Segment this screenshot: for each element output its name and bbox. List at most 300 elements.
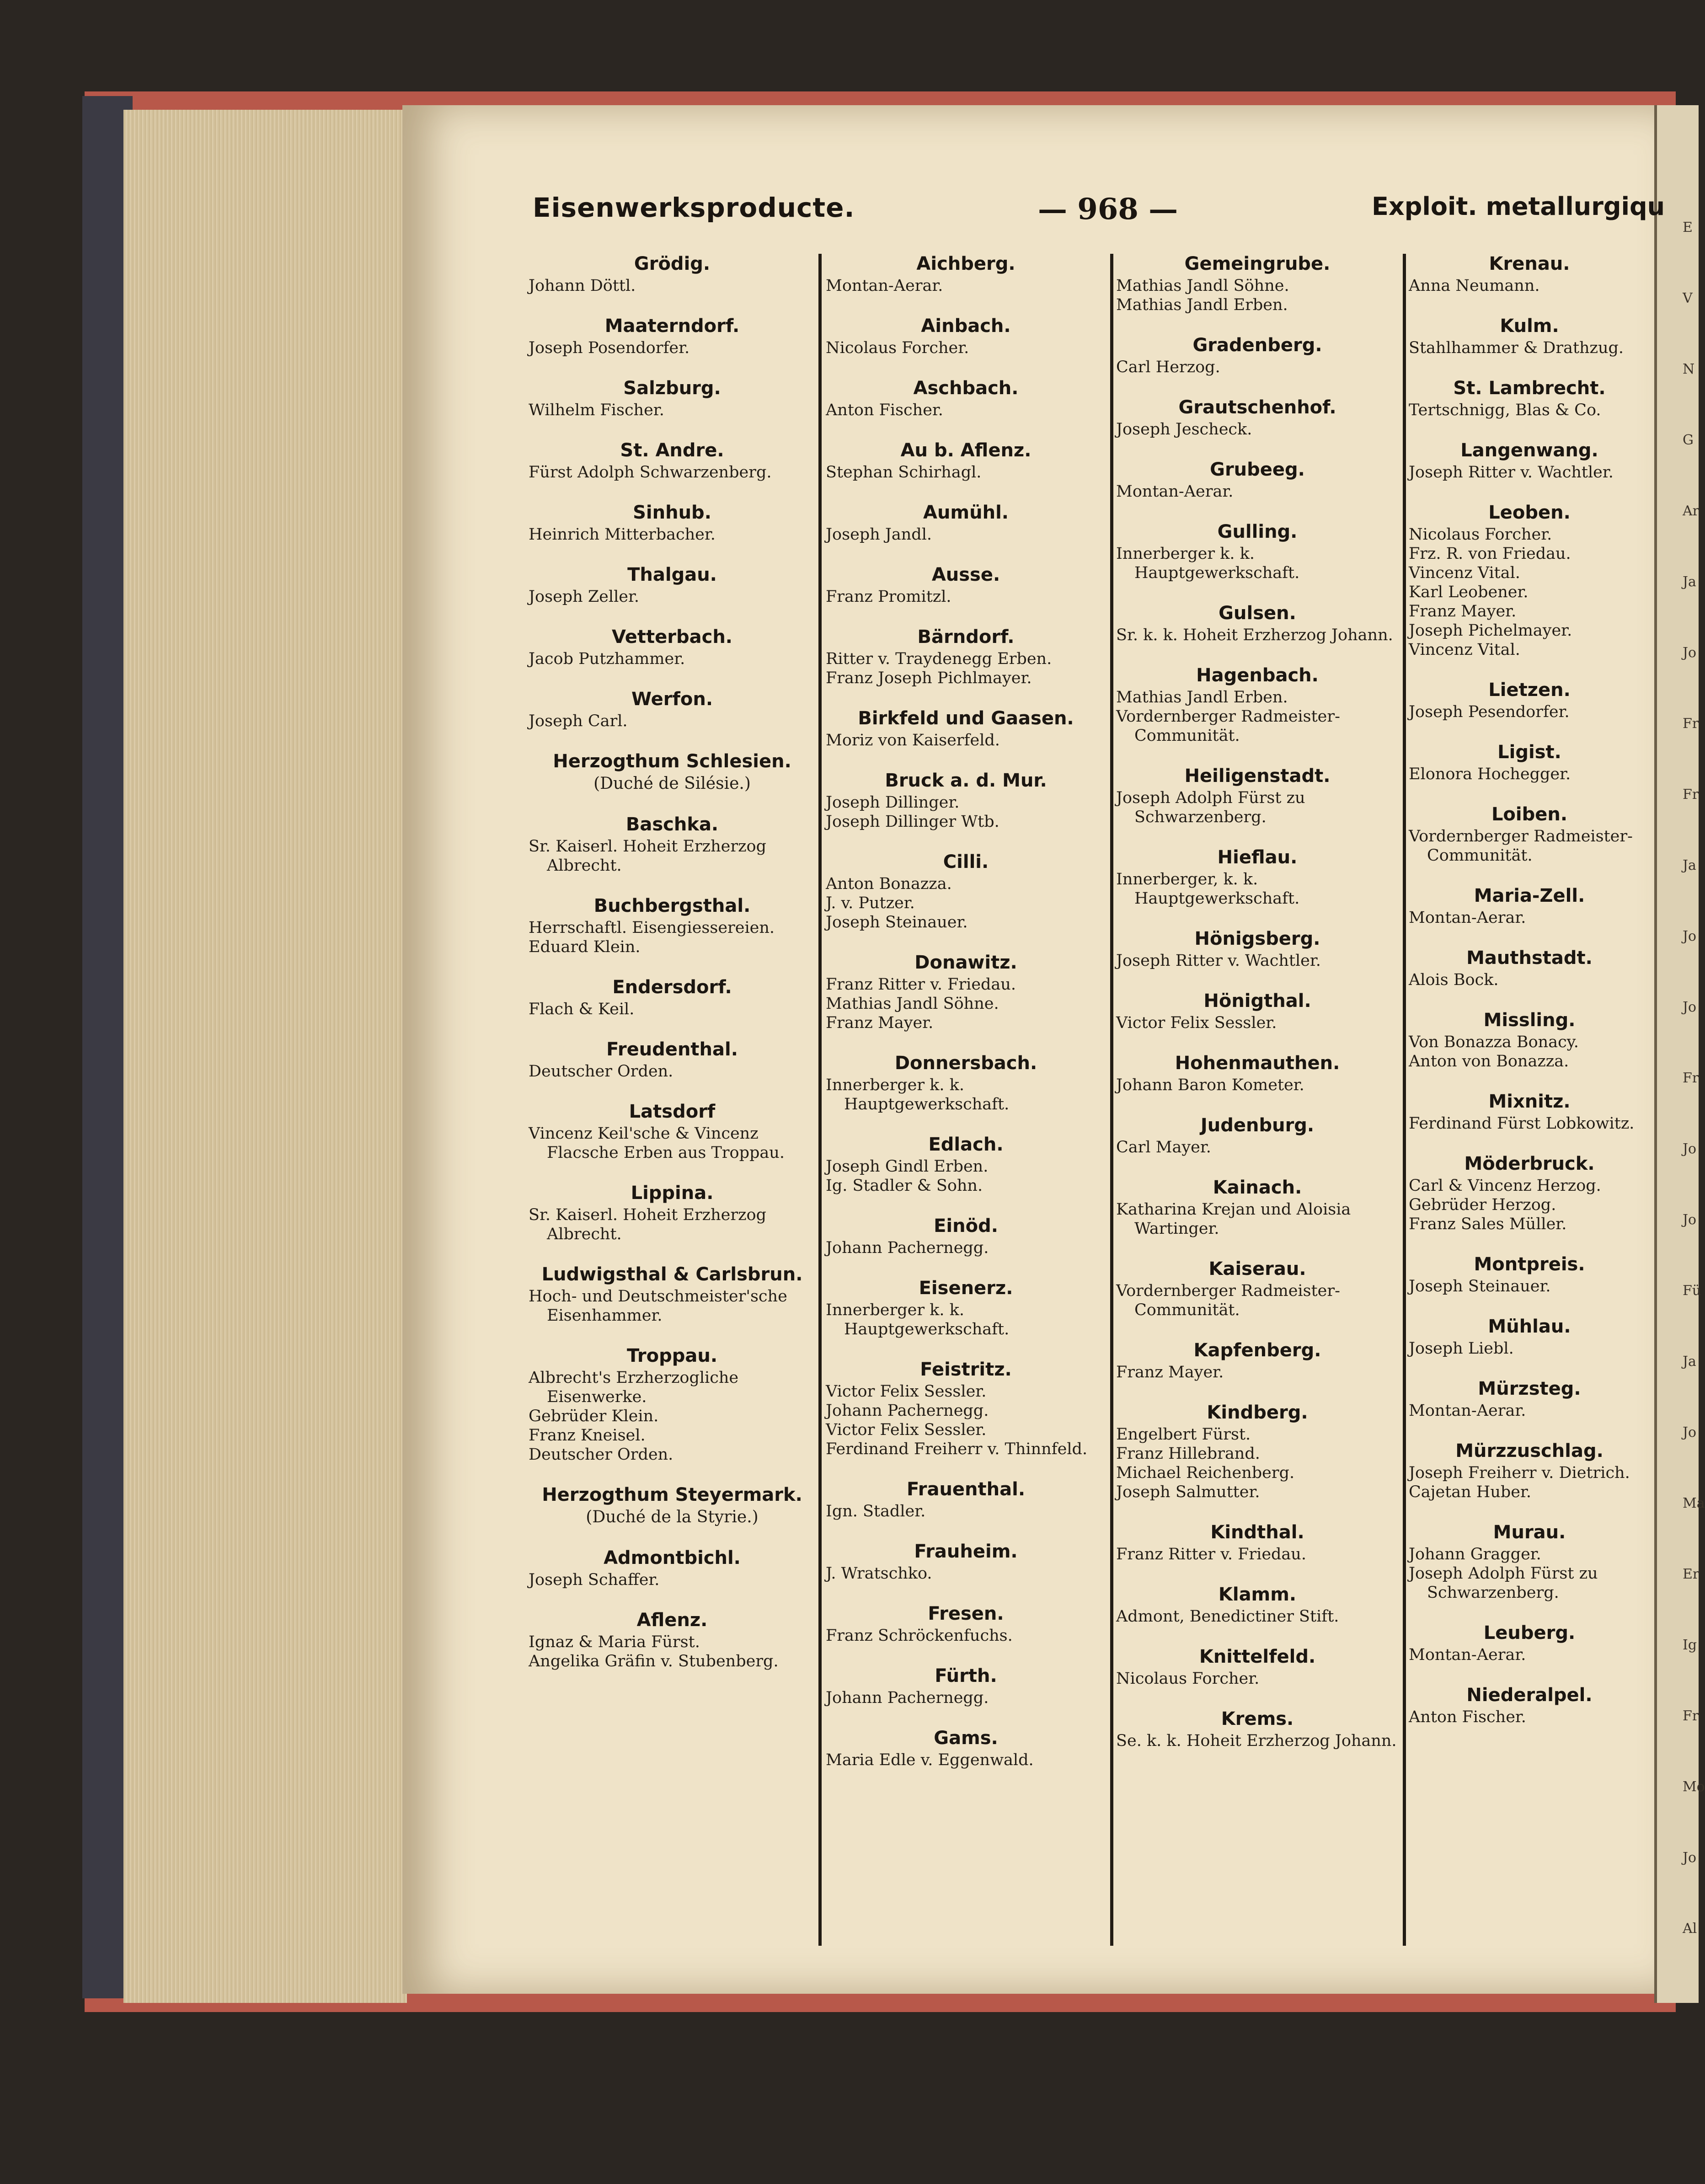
directory-entry xyxy=(1406,1252,1653,1296)
proprietor-name: Innerberger k. k. Hauptgewerkschaft. xyxy=(826,1301,1010,1338)
next-page-letter: Jo xyxy=(1683,999,1697,1015)
place-name: Edlach. xyxy=(928,1134,1004,1155)
directory-entry xyxy=(823,625,1109,688)
proprietor-name: Cajetan Huber. xyxy=(1409,1483,1532,1501)
proprietor-name: Herrschaftl. Eisengiessereien. xyxy=(529,919,775,937)
running-header-left: Eisenwerksproducte. xyxy=(533,192,855,223)
place-name: Herzogthum Steyermark. xyxy=(542,1484,802,1505)
directory-entry xyxy=(526,252,818,295)
directory-entry xyxy=(1113,1400,1401,1502)
proprietor-name: Hoch- und Deutschmeister'sche Eisenhammer. xyxy=(529,1287,787,1325)
proprietor-name: Victor Felix Sessler. xyxy=(826,1421,987,1439)
directory-entry xyxy=(526,500,818,544)
proprietor-name: Alois Bock. xyxy=(1409,971,1499,989)
proprietor-name: Innerberger, k. k. Hauptgewerkschaft. xyxy=(1116,870,1300,908)
proprietor-name: Joseph Carl. xyxy=(529,712,628,730)
proprietor-name: Nicolaus Forcher. xyxy=(826,339,969,357)
place-name: Heiligenstadt. xyxy=(1184,765,1331,787)
directory-entry xyxy=(823,438,1109,482)
proprietor-name: Joseph Ritter v. Wachtler. xyxy=(1409,463,1614,482)
proprietor-name: Engelbert Fürst. xyxy=(1116,1425,1251,1444)
next-page-letter: Jo xyxy=(1683,1850,1697,1866)
place-name: Maria-Zell. xyxy=(1474,885,1585,906)
directory-entry xyxy=(823,562,1109,606)
proprietor-name: Gebrüder Klein. xyxy=(529,1407,659,1425)
place-name: Lietzen. xyxy=(1488,680,1571,701)
proprietor-name: Deutscher Orden. xyxy=(529,1445,673,1464)
proprietor-name: Ritter v. Traydenegg Erben. xyxy=(826,650,1052,668)
directory-entry xyxy=(526,562,818,606)
directory-entry xyxy=(1113,252,1401,315)
directory-entry xyxy=(526,975,818,1019)
proprietor-name: Joseph Pichelmayer. xyxy=(1409,621,1572,640)
directory-entry xyxy=(1406,883,1653,927)
directory-entry xyxy=(823,1214,1109,1258)
place-name: Baschka. xyxy=(625,814,719,835)
proprietor-name: Franz Hillebrand. xyxy=(1116,1445,1260,1463)
directory-entry xyxy=(1113,457,1401,501)
place-name: Admontbichl. xyxy=(604,1547,741,1568)
place-name: Leoben. xyxy=(1488,502,1571,523)
proprietor-name: Joseph Steinauer. xyxy=(1409,1277,1551,1295)
page-edges xyxy=(123,110,407,2003)
place-name: Grödig. xyxy=(634,253,711,274)
proprietor-name: Franz Ritter v. Friedau. xyxy=(1116,1545,1306,1563)
next-page-letter: Fr xyxy=(1683,1070,1699,1086)
proprietor-name: Victor Felix Sessler. xyxy=(826,1382,987,1401)
directory-entry xyxy=(823,252,1109,295)
proprietor-name: Ign. Stadler. xyxy=(826,1502,926,1520)
directory-entry xyxy=(1406,1089,1653,1133)
next-page-letter: Ig xyxy=(1683,1637,1697,1653)
place-name: Lippina. xyxy=(631,1183,714,1204)
next-page-letter: Ma xyxy=(1683,1495,1705,1511)
place-name: Aschbach. xyxy=(913,378,1019,399)
next-page-letter: Ja xyxy=(1683,1354,1696,1370)
directory-entry xyxy=(823,950,1109,1033)
place-name: Möderbruck. xyxy=(1464,1153,1595,1174)
proprietor-name: Joseph Dillinger. xyxy=(826,793,960,812)
place-name: Eisenerz. xyxy=(919,1278,1013,1299)
next-page-letter: Mo xyxy=(1683,1779,1705,1795)
place-name: Cilli. xyxy=(943,851,989,873)
proprietor-name: Joseph Schaffer. xyxy=(529,1571,660,1589)
directory-entry xyxy=(1406,1151,1653,1234)
directory-entry xyxy=(823,1357,1109,1459)
proprietor-name: Vincenz Vital. xyxy=(1409,641,1520,659)
next-page-letter: Jo xyxy=(1683,928,1697,944)
place-name: Endersdorf. xyxy=(612,977,732,998)
place-name: Herzogthum Schlesien. xyxy=(553,751,791,772)
directory-entry xyxy=(526,1037,818,1081)
proprietor-name: Ignaz & Maria Fürst. xyxy=(529,1633,700,1651)
next-page-letter: Ar xyxy=(1683,503,1700,519)
directory-column-4 xyxy=(1406,252,1653,1953)
directory-entry xyxy=(823,314,1109,358)
place-name: Mixnitz. xyxy=(1488,1091,1571,1112)
place-name: Fürth. xyxy=(935,1665,997,1686)
directory-entry xyxy=(1406,1008,1653,1071)
directory-entry xyxy=(1113,1051,1401,1095)
place-name: Aumühl. xyxy=(923,502,1009,523)
proprietor-name: Montan-Aerar. xyxy=(1409,909,1526,927)
directory-entry xyxy=(1406,1520,1653,1602)
place-name: Ausse. xyxy=(931,564,1000,585)
place-name: Hieflau. xyxy=(1217,847,1298,868)
place-name: Einöd. xyxy=(934,1215,998,1237)
directory-entry xyxy=(526,1483,818,1527)
proprietor-name: Karl Leobener. xyxy=(1409,583,1529,601)
directory-entry xyxy=(526,749,818,794)
proprietor-name: Stephan Schirhagl. xyxy=(826,463,982,482)
place-name: Hohenmauthen. xyxy=(1175,1053,1340,1074)
directory-entry xyxy=(1113,1113,1401,1157)
directory-entry xyxy=(526,1262,818,1325)
proprietor-name: Vordernberger Radmeister-Communität. xyxy=(1409,827,1633,865)
column-rule xyxy=(1403,254,1406,1946)
place-name: Bärndorf. xyxy=(917,626,1015,648)
place-name: Krems. xyxy=(1221,1708,1294,1729)
column-rule xyxy=(1110,254,1113,1946)
directory-entry xyxy=(526,314,818,358)
place-name: Krenau. xyxy=(1489,253,1570,274)
directory-entry xyxy=(526,1608,818,1671)
proprietor-name: Vordernberger Radmeister-Communität. xyxy=(1116,707,1340,745)
proprietor-name: Franz Ritter v. Friedau. xyxy=(826,975,1016,994)
directory-entry xyxy=(1406,1439,1653,1502)
place-name: Judenburg. xyxy=(1200,1115,1315,1136)
directory-entry xyxy=(1113,663,1401,745)
place-subtitle: (Duché de Silésie.) xyxy=(593,774,751,793)
directory-entry xyxy=(823,500,1109,544)
place-name: Ludwigsthal & Carlsbrun. xyxy=(541,1264,803,1285)
proprietor-name: Moriz von Kaiserfeld. xyxy=(826,731,1000,749)
proprietor-name: Deutscher Orden. xyxy=(529,1062,673,1081)
place-name: Frauheim. xyxy=(914,1541,1018,1562)
proprietor-name: Mathias Jandl Söhne. xyxy=(826,995,999,1013)
place-name: St. Lambrecht. xyxy=(1453,378,1606,399)
directory-entry xyxy=(1113,519,1401,583)
page-number: — 968 — xyxy=(1038,192,1178,226)
directory-entry xyxy=(1113,1520,1401,1564)
proprietor-name: Mathias Jandl Erben. xyxy=(1116,688,1288,707)
proprietor-name: Gebrüder Herzog. xyxy=(1409,1196,1556,1214)
directory-column-3 xyxy=(1113,252,1401,1953)
running-header-right: Exploit. metallurgiqu xyxy=(1372,192,1665,221)
proprietor-name: Maria Edle v. Eggenwald. xyxy=(826,1751,1034,1769)
proprietor-name: Joseph Adolph Fürst zu Schwarzenberg. xyxy=(1409,1564,1598,1602)
proprietor-name: Montan-Aerar. xyxy=(826,277,943,295)
proprietor-name: Fürst Adolph Schwarzenberg. xyxy=(529,463,772,482)
place-name: Ligist. xyxy=(1497,742,1561,763)
directory-entry xyxy=(526,376,818,420)
directory-entry xyxy=(1113,1257,1401,1320)
next-page-letter: Jo xyxy=(1683,1141,1697,1157)
proprietor-name: Ferdinand Freiherr v. Thinnfeld. xyxy=(826,1440,1088,1458)
proprietor-name: J. v. Putzer. xyxy=(826,894,915,912)
proprietor-name: Franz Mayer. xyxy=(826,1014,934,1032)
place-name: Hagenbach. xyxy=(1196,665,1319,686)
place-name: Mauthstadt. xyxy=(1466,947,1593,969)
directory-entry xyxy=(823,1601,1109,1645)
directory-entry xyxy=(1406,946,1653,990)
proprietor-name: Michael Reichenberg. xyxy=(1116,1464,1295,1482)
proprietor-name: Se. k. k. Hoheit Erzherzog Johann. xyxy=(1116,1732,1397,1750)
directory-entry xyxy=(1406,1683,1653,1727)
place-name: Klamm. xyxy=(1218,1584,1297,1605)
proprietor-name: Franz Promitzl. xyxy=(826,588,951,606)
place-name: Gemeingrube. xyxy=(1184,253,1331,274)
place-name: Langenwang. xyxy=(1460,440,1598,461)
next-page-letter: Fr xyxy=(1683,787,1699,803)
proprietor-name: Vordernberger Radmeister-Communität. xyxy=(1116,1282,1340,1319)
proprietor-name: Anna Neumann. xyxy=(1409,277,1540,295)
directory-entry xyxy=(1406,314,1653,358)
directory-entry xyxy=(1113,395,1401,439)
directory-entry xyxy=(1406,438,1653,482)
proprietor-name: Franz Mayer. xyxy=(1409,602,1517,621)
directory-entry xyxy=(823,850,1109,932)
proprietor-name: Elonora Hochegger. xyxy=(1409,765,1571,783)
place-name: Thalgau. xyxy=(627,564,717,585)
place-name: St. Andre. xyxy=(620,440,724,461)
proprietor-name: Katharina Krejan und Aloisia Wartinger. xyxy=(1116,1200,1351,1238)
directory-entry xyxy=(526,1099,818,1162)
proprietor-name: Johann Pachernegg. xyxy=(826,1239,989,1257)
directory-entry xyxy=(1113,1175,1401,1238)
next-page-letter: Ja xyxy=(1683,574,1696,590)
place-name: Au b. Aflenz. xyxy=(900,440,1032,461)
place-name: Aflenz. xyxy=(636,1610,708,1631)
proprietor-name: Franz Schröckenfuchs. xyxy=(826,1627,1013,1645)
proprietor-name: Nicolaus Forcher. xyxy=(1116,1670,1260,1688)
directory-entry xyxy=(1406,500,1653,659)
proprietor-name: Innerberger k. k. Hauptgewerkschaft. xyxy=(826,1076,1010,1113)
directory-entry xyxy=(1406,252,1653,295)
directory-entry xyxy=(1406,1314,1653,1358)
place-name: Freudenthal. xyxy=(606,1039,738,1060)
next-page-letter: G xyxy=(1683,432,1694,448)
proprietor-name: Joseph Ritter v. Wachtler. xyxy=(1116,952,1321,970)
proprietor-name: Franz Joseph Pichlmayer. xyxy=(826,669,1032,687)
proprietor-name: Carl & Vincenz Herzog. xyxy=(1409,1177,1601,1195)
proprietor-name: Anton Fischer. xyxy=(1409,1708,1526,1726)
proprietor-name: Frz. R. von Friedau. xyxy=(1409,545,1571,563)
place-name: Latsdorf xyxy=(629,1101,716,1122)
next-page-letter: Fr xyxy=(1683,716,1699,732)
next-page-letter: N xyxy=(1683,361,1695,377)
proprietor-name: Joseph Pesendorfer. xyxy=(1409,703,1570,721)
place-name: Mürzsteg. xyxy=(1478,1378,1581,1399)
place-name: Leuberg. xyxy=(1483,1622,1576,1643)
directory-entry xyxy=(1113,333,1401,377)
place-name: Sinhub. xyxy=(633,502,711,523)
proprietor-name: Montan-Aerar. xyxy=(1116,482,1234,501)
proprietor-name: Joseph Jescheck. xyxy=(1116,420,1252,439)
directory-entry xyxy=(526,1181,818,1244)
place-name: Gradenberg. xyxy=(1192,335,1322,356)
place-name: Niederalpel. xyxy=(1466,1685,1593,1706)
proprietor-name: Joseph Steinauer. xyxy=(826,913,968,931)
place-name: Werfon. xyxy=(631,689,713,710)
proprietor-name: Joseph Freiherr v. Dietrich. xyxy=(1409,1464,1630,1482)
directory-entry xyxy=(1113,1338,1401,1382)
directory-entry xyxy=(1113,601,1401,645)
place-name: Bruck a. d. Mur. xyxy=(885,770,1047,791)
directory-entry xyxy=(823,1539,1109,1583)
next-page-letter: E xyxy=(1683,219,1693,236)
directory-entry xyxy=(1406,802,1653,865)
directory-column-1 xyxy=(526,252,818,1953)
place-name: Salzburg. xyxy=(623,378,721,399)
directory-entry xyxy=(526,1344,818,1464)
place-name: Murau. xyxy=(1493,1522,1566,1543)
directory-entry xyxy=(1113,845,1401,908)
place-name: Kindthal. xyxy=(1210,1522,1304,1543)
proprietor-name: Carl Herzog. xyxy=(1116,358,1220,376)
proprietor-name: J. Wratschko. xyxy=(826,1564,932,1583)
place-name: Gulsen. xyxy=(1219,603,1296,624)
directory-entry xyxy=(1406,376,1653,420)
place-name: Loiben. xyxy=(1491,804,1568,825)
place-name: Maaterndorf. xyxy=(604,316,740,337)
place-name: Montpreis. xyxy=(1474,1254,1585,1275)
proprietor-name: Eduard Klein. xyxy=(529,938,641,956)
proprietor-name: Wilhelm Fischer. xyxy=(529,401,664,419)
place-name: Gulling. xyxy=(1217,521,1298,542)
next-page-letter: Fü xyxy=(1683,1283,1701,1299)
proprietor-name: Ig. Stadler & Sohn. xyxy=(826,1177,983,1195)
place-name: Mürzzuschlag. xyxy=(1455,1440,1603,1461)
place-name: Vetterbach. xyxy=(611,626,732,648)
directory-entry xyxy=(823,1477,1109,1521)
proprietor-name: Montan-Aerar. xyxy=(1409,1402,1526,1420)
proprietor-name: Mathias Jandl Erben. xyxy=(1116,296,1288,314)
proprietor-name: Anton Bonazza. xyxy=(826,875,952,893)
proprietor-name: Johann Baron Kometer. xyxy=(1116,1076,1304,1094)
directory-entry xyxy=(1113,1644,1401,1688)
proprietor-name: Johann Gragger. xyxy=(1409,1545,1541,1563)
directory-entry xyxy=(1406,1621,1653,1665)
directory-entry xyxy=(823,1664,1109,1708)
place-name: Gams. xyxy=(934,1728,998,1749)
next-page-letter: Jo xyxy=(1683,645,1697,661)
proprietor-name: Vincenz Keil'sche & Vincenz Flacsche Erben aus Troppau. xyxy=(529,1124,785,1162)
place-subtitle: (Duché de la Styrie.) xyxy=(586,1508,759,1526)
place-name: Grubeeg. xyxy=(1210,459,1305,480)
place-name: Aichberg. xyxy=(916,253,1016,274)
directory-entry xyxy=(526,812,818,875)
directory-entry xyxy=(1406,1376,1653,1420)
proprietor-name: Stahlhammer & Drathzug. xyxy=(1409,339,1624,357)
proprietor-name: Montan-Aerar. xyxy=(1409,1646,1526,1664)
proprietor-name: Nicolaus Forcher. xyxy=(1409,525,1552,544)
proprietor-name: Ferdinand Fürst Lobkowitz. xyxy=(1409,1114,1635,1133)
proprietor-name: Vincenz Vital. xyxy=(1409,564,1520,582)
directory-entry xyxy=(1113,926,1401,970)
proprietor-name: Angelika Gräfin v. Stubenberg. xyxy=(529,1652,779,1670)
proprietor-name: Sr. Kaiserl. Hoheit Erzherzog Albrecht. xyxy=(529,837,767,875)
directory-column-2 xyxy=(823,252,1109,1953)
directory-entry xyxy=(1113,764,1401,827)
place-name: Frauenthal. xyxy=(906,1479,1026,1500)
proprietor-name: Joseph Jandl. xyxy=(826,525,932,544)
directory-entry xyxy=(526,687,818,731)
next-page-letter: Jo xyxy=(1683,1212,1697,1228)
proprietor-name: Johann Döttl. xyxy=(529,277,636,295)
place-name: Fresen. xyxy=(928,1603,1004,1624)
directory-entry xyxy=(1113,1707,1401,1750)
place-name: Mühlau. xyxy=(1488,1316,1571,1337)
proprietor-name: Anton von Bonazza. xyxy=(1409,1052,1569,1071)
directory-entry xyxy=(1406,678,1653,722)
place-name: Buchbergsthal. xyxy=(593,895,751,916)
proprietor-name: Tertschnigg, Blas & Co. xyxy=(1409,401,1601,419)
directory-entry xyxy=(823,768,1109,831)
proprietor-name: Anton Fischer. xyxy=(826,401,943,419)
proprietor-name: Innerberger k. k. Hauptgewerkschaft. xyxy=(1116,545,1300,582)
proprietor-name: Von Bonazza Bonacy. xyxy=(1409,1033,1579,1051)
next-page-letter: Al xyxy=(1683,1921,1697,1937)
proprietor-name: Joseph Adolph Fürst zu Schwarzenberg. xyxy=(1116,789,1305,826)
proprietor-name: Jacob Putzhammer. xyxy=(529,650,685,668)
next-page-letter: V xyxy=(1683,290,1693,306)
next-page-letter: Fr xyxy=(1683,1708,1699,1724)
proprietor-name: Joseph Gindl Erben. xyxy=(826,1157,989,1176)
proprietor-name: Sr. Kaiserl. Hoheit Erzherzog Albrecht. xyxy=(529,1206,767,1243)
proprietor-name: Joseph Dillinger Wtb. xyxy=(826,813,999,831)
proprietor-name: Joseph Posendorfer. xyxy=(529,339,690,357)
next-page-letter: Jo xyxy=(1683,1424,1697,1440)
place-name: Kulm. xyxy=(1500,316,1559,337)
proprietor-name: Albrecht's Erzherzogliche Eisenwerke. xyxy=(529,1369,739,1406)
proprietor-name: Franz Mayer. xyxy=(1116,1363,1224,1381)
place-name: Ainbach. xyxy=(921,316,1011,337)
place-name: Missling. xyxy=(1483,1010,1576,1031)
directory-entry xyxy=(526,625,818,669)
directory-entry xyxy=(526,894,818,957)
place-name: Kindberg. xyxy=(1207,1402,1308,1423)
proprietor-name: Johann Pachernegg. xyxy=(826,1689,989,1707)
place-name: Kapfenberg. xyxy=(1193,1340,1321,1361)
directory-entry xyxy=(823,1051,1109,1114)
place-name: Donawitz. xyxy=(914,952,1017,973)
next-page-letter: Ja xyxy=(1683,857,1696,873)
place-name: Kaiserau. xyxy=(1208,1258,1306,1279)
place-name: Troppau. xyxy=(626,1345,718,1366)
proprietor-name: Admont, Benedictiner Stift. xyxy=(1116,1607,1339,1626)
directory-entry xyxy=(1113,1582,1401,1626)
column-rule xyxy=(818,254,822,1946)
proprietor-name: Joseph Zeller. xyxy=(529,588,639,606)
proprietor-name: Carl Mayer. xyxy=(1116,1138,1211,1156)
place-name: Donnersbach. xyxy=(894,1053,1037,1074)
directory-entry xyxy=(823,376,1109,420)
proprietor-name: Joseph Salmutter. xyxy=(1116,1483,1260,1501)
place-name: Kainach. xyxy=(1213,1177,1302,1198)
place-name: Birkfeld und Gaasen. xyxy=(858,708,1074,729)
proprietor-name: Franz Kneisel. xyxy=(529,1426,646,1445)
place-name: Feistritz. xyxy=(920,1359,1012,1380)
directory-entry xyxy=(1113,989,1401,1033)
place-name: Grautschenhof. xyxy=(1178,397,1336,418)
directory-entry xyxy=(1406,740,1653,784)
proprietor-name: Heinrich Mitterbacher. xyxy=(529,525,716,544)
directory-entry xyxy=(526,1546,818,1590)
proprietor-name: Mathias Jandl Söhne. xyxy=(1116,277,1289,295)
proprietor-name: Johann Pachernegg. xyxy=(826,1402,989,1420)
directory-entry xyxy=(823,1276,1109,1339)
